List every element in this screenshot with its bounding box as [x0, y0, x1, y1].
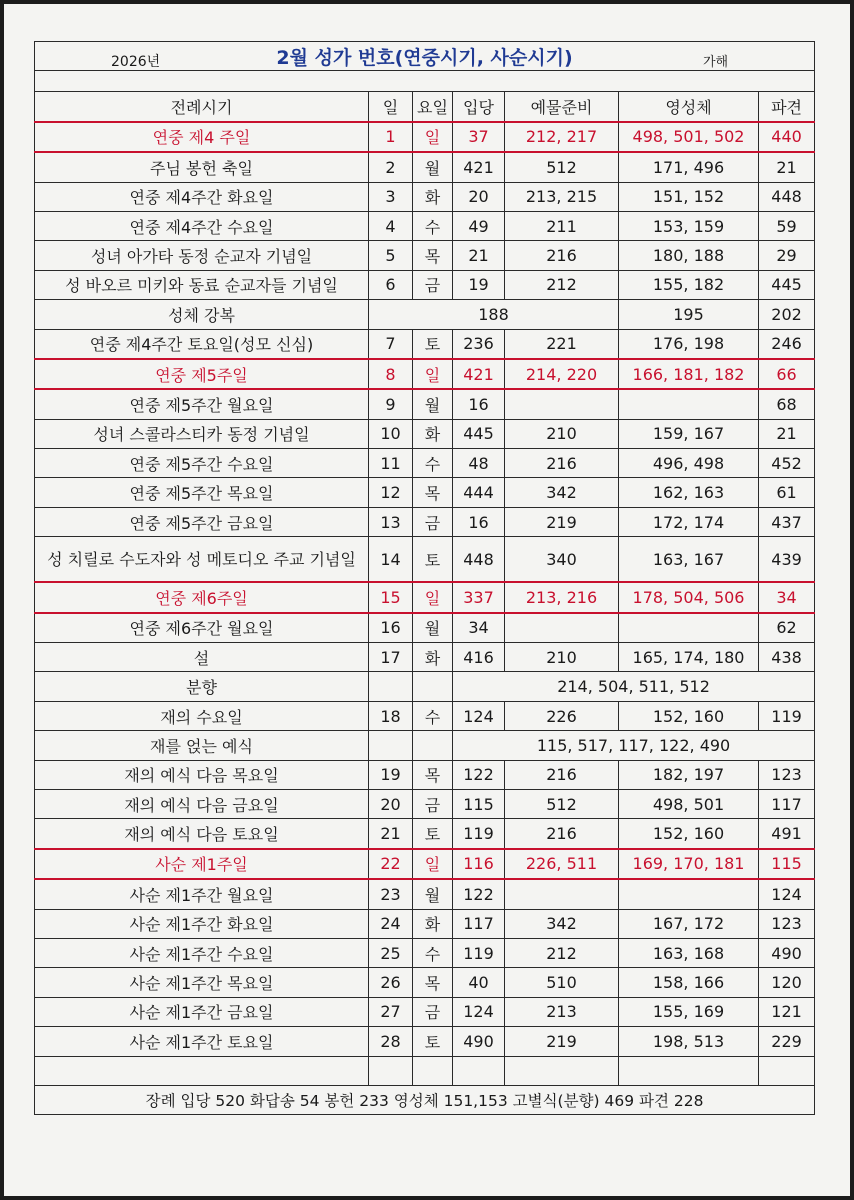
liturgy-name: 연중 제4 주일 [35, 122, 369, 152]
schedule-rows [35, 122, 815, 1056]
entrance-cell: 122 [453, 879, 505, 909]
table-row [35, 152, 815, 182]
offertory-cell: 210 [505, 419, 619, 448]
table-row [35, 613, 815, 643]
communion-cell: 498, 501, 502 [619, 122, 759, 152]
communion-cell: 155, 182 [619, 270, 759, 299]
liturgy-name: 분향 [35, 672, 369, 701]
dismissal-cell: 120 [759, 968, 815, 997]
communion-cell: 158, 166 [619, 968, 759, 997]
weekday-cell: 일 [413, 122, 453, 152]
liturgy-name: 사순 제1주간 수요일 [35, 938, 369, 967]
day-cell: 18 [369, 701, 413, 730]
weekday-cell: 금 [413, 789, 453, 818]
table-row [35, 760, 815, 789]
entrance-cell: 421 [453, 152, 505, 182]
dismissal-cell: 437 [759, 507, 815, 536]
liturgy-name: 성체 강복 [35, 300, 369, 329]
day-cell: 2 [369, 152, 413, 182]
table-row [35, 968, 815, 997]
liturgy-name: 연중 제4주간 수요일 [35, 211, 369, 240]
entrance-cell: 19 [453, 270, 505, 299]
liturgy-name: 연중 제5주일 [35, 359, 369, 389]
table-row [35, 389, 815, 419]
dismissal-cell: 59 [759, 211, 815, 240]
entrance-cell: 16 [453, 507, 505, 536]
day-cell: 16 [369, 613, 413, 643]
table-row [35, 329, 815, 359]
table-row [35, 537, 815, 583]
liturgy-name: 사순 제1주간 토요일 [35, 1027, 369, 1056]
liturgy-name: 연중 제6주간 월요일 [35, 613, 369, 643]
day-cell: 12 [369, 478, 413, 507]
liturgy-name: 연중 제6주일 [35, 582, 369, 612]
day-cell: 22 [369, 849, 413, 879]
column-header: 예물준비 [505, 92, 619, 122]
spacer-row [35, 71, 815, 92]
column-header: 요일 [413, 92, 453, 122]
entrance-cell: 116 [453, 849, 505, 879]
liturgy-name: 사순 제1주간 화요일 [35, 909, 369, 938]
entrance-cell: 119 [453, 938, 505, 967]
offertory-cell: 213, 216 [505, 582, 619, 612]
liturgy-name: 연중 제5주간 수요일 [35, 449, 369, 478]
weekday-cell: 토 [413, 1027, 453, 1056]
offertory-cell: 219 [505, 1027, 619, 1056]
offertory-cell: 212, 217 [505, 122, 619, 152]
offertory-cell: 342 [505, 909, 619, 938]
table-row [35, 819, 815, 849]
offertory-cell: 342 [505, 478, 619, 507]
weekday-cell: 일 [413, 582, 453, 612]
dismissal-cell: 29 [759, 241, 815, 270]
dismissal-cell: 34 [759, 582, 815, 612]
weekday-cell: 화 [413, 909, 453, 938]
weekday-cell: 월 [413, 879, 453, 909]
liturgy-name: 사순 제1주일 [35, 849, 369, 879]
communion-cell [619, 389, 759, 419]
liturgy-name: 사순 제1주간 목요일 [35, 968, 369, 997]
dismissal-cell: 448 [759, 182, 815, 211]
weekday-cell: 화 [413, 182, 453, 211]
liturgy-name: 연중 제4주간 토요일(성모 신심) [35, 329, 369, 359]
dismissal-cell: 115 [759, 849, 815, 879]
communion-cell: 152, 160 [619, 819, 759, 849]
day-cell: 11 [369, 449, 413, 478]
liturgy-name: 주님 봉헌 축일 [35, 152, 369, 182]
entrance-cell: 21 [453, 241, 505, 270]
liturgy-name: 재의 예식 다음 토요일 [35, 819, 369, 849]
column-header: 영성체 [619, 92, 759, 122]
entrance-cell: 124 [453, 701, 505, 730]
blank-cell [413, 1056, 453, 1085]
weekday-cell: 화 [413, 643, 453, 672]
offertory-cell: 219 [505, 507, 619, 536]
communion-cell: 178, 504, 506 [619, 582, 759, 612]
weekday-cell: 목 [413, 760, 453, 789]
dismissal-cell: 202 [759, 300, 815, 329]
weekday-cell: 수 [413, 449, 453, 478]
table-row [35, 789, 815, 818]
offertory-cell: 214, 220 [505, 359, 619, 389]
day-cell: 27 [369, 997, 413, 1026]
table-row [35, 359, 815, 389]
entrance-cell: 48 [453, 449, 505, 478]
dismissal-cell: 123 [759, 909, 815, 938]
liturgy-name: 재의 수요일 [35, 701, 369, 730]
liturgy-name: 성 바오르 미키와 동료 순교자들 기념일 [35, 270, 369, 299]
day-cell: 1 [369, 122, 413, 152]
offertory-cell: 510 [505, 968, 619, 997]
offertory-cell: 212 [505, 938, 619, 967]
offertory-cell [505, 879, 619, 909]
communion-cell: 155, 169 [619, 997, 759, 1026]
year-label: 2026년 [111, 54, 161, 70]
weekday-cell: 목 [413, 478, 453, 507]
blank-cell [505, 1056, 619, 1085]
dismissal-cell: 452 [759, 449, 815, 478]
weekday-cell: 월 [413, 389, 453, 419]
table-row [35, 122, 815, 152]
communion-cell: 162, 163 [619, 478, 759, 507]
day-cell: 5 [369, 241, 413, 270]
entrance-cell: 20 [453, 182, 505, 211]
hymn-schedule-table [34, 41, 815, 1115]
dismissal-cell: 61 [759, 478, 815, 507]
table-row [35, 300, 815, 329]
weekday-cell: 수 [413, 701, 453, 730]
weekday-cell: 토 [413, 537, 453, 583]
entrance-cell: 122 [453, 760, 505, 789]
column-header: 파견 [759, 92, 815, 122]
offertory-cell: 216 [505, 241, 619, 270]
dismissal-cell: 246 [759, 329, 815, 359]
dismissal-cell: 66 [759, 359, 815, 389]
entrance-cell: 421 [453, 359, 505, 389]
weekday-cell: 수 [413, 938, 453, 967]
entrance-cell: 37 [453, 122, 505, 152]
communion-cell: 182, 197 [619, 760, 759, 789]
dismissal-cell: 491 [759, 819, 815, 849]
communion-cell: 166, 181, 182 [619, 359, 759, 389]
day-cell: 6 [369, 270, 413, 299]
day-cell: 20 [369, 789, 413, 818]
communion-cell: 198, 513 [619, 1027, 759, 1056]
communion-cell: 498, 501 [619, 789, 759, 818]
column-header: 입당 [453, 92, 505, 122]
day-cell: 24 [369, 909, 413, 938]
table-row [35, 182, 815, 211]
table-row [35, 478, 815, 507]
weekday-cell: 일 [413, 849, 453, 879]
funeral-note: 장례 입당 520 화답송 54 봉헌 233 영성체 151,153 고별식(분향) 469 파견 228 [35, 1085, 815, 1114]
table-row [35, 997, 815, 1026]
cycle-label: 가해 [703, 55, 729, 70]
day-cell: 21 [369, 819, 413, 849]
entrance-cell: 34 [453, 613, 505, 643]
day-cell [369, 731, 413, 760]
title-cell [35, 42, 815, 71]
entrance-cell: 444 [453, 478, 505, 507]
table-row [35, 449, 815, 478]
liturgy-name: 설 [35, 643, 369, 672]
blank-cell [453, 1056, 505, 1085]
table-row [35, 419, 815, 448]
offertory-cell: 213 [505, 997, 619, 1026]
entrance-cell: 16 [453, 389, 505, 419]
communion-cell: 163, 168 [619, 938, 759, 967]
weekday-cell: 금 [413, 270, 453, 299]
offertory-cell: 216 [505, 449, 619, 478]
weekday-cell: 토 [413, 329, 453, 359]
offertory-cell: 216 [505, 760, 619, 789]
dismissal-cell: 438 [759, 643, 815, 672]
day-cell: 26 [369, 968, 413, 997]
offertory-cell: 340 [505, 537, 619, 583]
liturgy-name: 사순 제1주간 월요일 [35, 879, 369, 909]
communion-cell: 167, 172 [619, 909, 759, 938]
offertory-cell: 212 [505, 270, 619, 299]
offertory-cell: 221 [505, 329, 619, 359]
liturgy-name: 성녀 스콜라스티카 동정 기념일 [35, 419, 369, 448]
entrance-cell: 124 [453, 997, 505, 1026]
day-cell: 4 [369, 211, 413, 240]
communion-cell: 176, 198 [619, 329, 759, 359]
dismissal-cell: 21 [759, 419, 815, 448]
entrance-cell: 416 [453, 643, 505, 672]
day-cell: 17 [369, 643, 413, 672]
day-cell: 14 [369, 537, 413, 583]
offertory-cell [505, 613, 619, 643]
weekday-cell: 수 [413, 211, 453, 240]
dismissal-cell: 123 [759, 760, 815, 789]
day-cell: 10 [369, 419, 413, 448]
table-row [35, 938, 815, 967]
dismissal-cell: 439 [759, 537, 815, 583]
communion-cell: 496, 498 [619, 449, 759, 478]
communion-cell: 159, 167 [619, 419, 759, 448]
table-row [35, 879, 815, 909]
liturgy-name: 재의 예식 다음 목요일 [35, 760, 369, 789]
liturgy-name: 재의 예식 다음 금요일 [35, 789, 369, 818]
dismissal-cell: 21 [759, 152, 815, 182]
offertory-cell: 216 [505, 819, 619, 849]
liturgy-name: 연중 제5주간 금요일 [35, 507, 369, 536]
communion-cell: 151, 152 [619, 182, 759, 211]
offertory-cell: 210 [505, 643, 619, 672]
table-row [35, 909, 815, 938]
communion-cell: 165, 174, 180 [619, 643, 759, 672]
liturgy-name: 성 치릴로 수도자와 성 메토디오 주교 기념일 [35, 537, 369, 583]
entrance-cell: 49 [453, 211, 505, 240]
blank-cell [369, 1056, 413, 1085]
entrance-cell: 115 [453, 789, 505, 818]
dismissal-cell: 121 [759, 997, 815, 1026]
offertory-cell: 226, 511 [505, 849, 619, 879]
liturgy-name: 연중 제5주간 목요일 [35, 478, 369, 507]
liturgy-name: 성녀 아가타 동정 순교자 기념일 [35, 241, 369, 270]
dismissal-cell: 229 [759, 1027, 815, 1056]
spacer-cell [35, 71, 815, 92]
dismissal-cell: 440 [759, 122, 815, 152]
communion-cell: 152, 160 [619, 701, 759, 730]
weekday-cell: 토 [413, 819, 453, 849]
column-header-row [35, 92, 815, 122]
dismissal-cell: 490 [759, 938, 815, 967]
weekday-cell [413, 672, 453, 701]
table-row [35, 849, 815, 879]
dismissal-cell: 124 [759, 879, 815, 909]
offertory-cell: 213, 215 [505, 182, 619, 211]
day-cell [369, 672, 413, 701]
table-row [35, 731, 815, 760]
blank-row [35, 1056, 815, 1085]
communion-cell: 163, 167 [619, 537, 759, 583]
weekday-cell: 목 [413, 968, 453, 997]
offertory-cell: 211 [505, 211, 619, 240]
liturgy-name: 연중 제4주간 화요일 [35, 182, 369, 211]
table-row [35, 211, 815, 240]
communion-cell: 172, 174 [619, 507, 759, 536]
offertory-cell: 226 [505, 701, 619, 730]
offertory-cell [505, 389, 619, 419]
day-cell: 28 [369, 1027, 413, 1056]
entrance-cell: 236 [453, 329, 505, 359]
entrance-cell: 40 [453, 968, 505, 997]
weekday-cell [413, 731, 453, 760]
day-cell: 3 [369, 182, 413, 211]
blank-cell [759, 1056, 815, 1085]
table-row [35, 1027, 815, 1056]
communion-cell [619, 613, 759, 643]
table-row [35, 643, 815, 672]
weekday-cell: 금 [413, 997, 453, 1026]
table-row [35, 270, 815, 299]
offertory-cell: 512 [505, 789, 619, 818]
page-title: 2월 성가 번호(연중시기, 사순시기) [276, 46, 573, 69]
dismissal-cell: 119 [759, 701, 815, 730]
communion-cell [619, 879, 759, 909]
communion-cell: 169, 170, 181 [619, 849, 759, 879]
day-cell: 8 [369, 359, 413, 389]
weekday-cell: 화 [413, 419, 453, 448]
dismissal-cell: 117 [759, 789, 815, 818]
merged-hymns: 214, 504, 511, 512 [453, 672, 815, 701]
blank-cell [35, 1056, 369, 1085]
day-cell: 23 [369, 879, 413, 909]
dismissal-cell: 62 [759, 613, 815, 643]
liturgy-name: 재를 얹는 예식 [35, 731, 369, 760]
blank-cell [619, 1056, 759, 1085]
merged-hymns: 115, 517, 117, 122, 490 [453, 731, 815, 760]
entrance-cell: 119 [453, 819, 505, 849]
liturgy-name: 연중 제5주간 월요일 [35, 389, 369, 419]
merged-hymns-right: 195 [619, 300, 759, 329]
day-cell: 19 [369, 760, 413, 789]
entrance-cell: 117 [453, 909, 505, 938]
table-row [35, 507, 815, 536]
dismissal-cell: 445 [759, 270, 815, 299]
weekday-cell: 월 [413, 613, 453, 643]
entrance-cell: 337 [453, 582, 505, 612]
day-cell: 25 [369, 938, 413, 967]
entrance-cell: 490 [453, 1027, 505, 1056]
day-cell: 13 [369, 507, 413, 536]
dismissal-cell: 68 [759, 389, 815, 419]
title-row [35, 42, 815, 71]
table-row [35, 241, 815, 270]
communion-cell: 180, 188 [619, 241, 759, 270]
weekday-cell: 일 [413, 359, 453, 389]
funeral-row [35, 1085, 815, 1114]
weekday-cell: 월 [413, 152, 453, 182]
day-cell: 7 [369, 329, 413, 359]
weekday-cell: 목 [413, 241, 453, 270]
column-header: 전례시기 [35, 92, 369, 122]
table-row [35, 582, 815, 612]
liturgy-name: 사순 제1주간 금요일 [35, 997, 369, 1026]
entrance-cell: 445 [453, 419, 505, 448]
merged-hymns-left: 188 [369, 300, 619, 329]
entrance-cell: 448 [453, 537, 505, 583]
offertory-cell: 512 [505, 152, 619, 182]
table-row [35, 672, 815, 701]
day-cell: 9 [369, 389, 413, 419]
weekday-cell: 금 [413, 507, 453, 536]
column-header: 일 [369, 92, 413, 122]
communion-cell: 171, 496 [619, 152, 759, 182]
table-row [35, 701, 815, 730]
day-cell: 15 [369, 582, 413, 612]
communion-cell: 153, 159 [619, 211, 759, 240]
